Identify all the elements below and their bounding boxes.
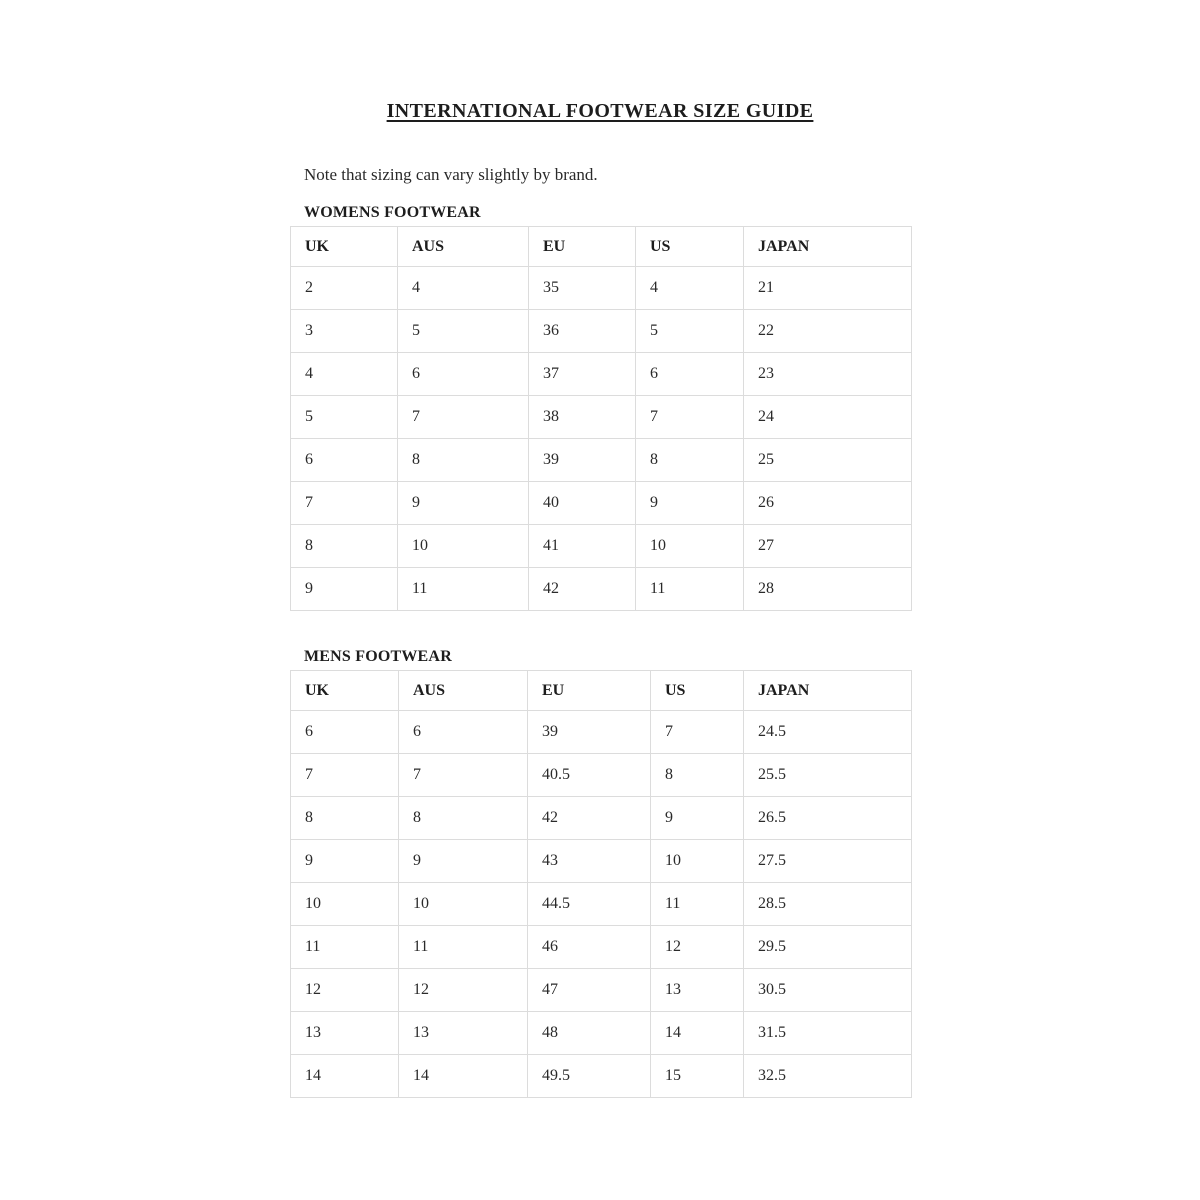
size-cell: 15 (651, 1055, 744, 1098)
size-cell: 5 (398, 310, 529, 353)
table-row (291, 711, 912, 754)
size-cell: 39 (529, 439, 636, 482)
size-cell: 8 (399, 797, 528, 840)
column-header: AUS (398, 227, 529, 267)
size-cell: 4 (291, 353, 398, 396)
size-cell: 6 (291, 711, 399, 754)
size-cell: 9 (398, 482, 529, 525)
size-cell: 24 (744, 396, 912, 439)
size-cell: 24.5 (744, 711, 912, 754)
column-header: US (651, 671, 744, 711)
size-cell: 9 (651, 797, 744, 840)
size-cell: 12 (291, 969, 399, 1012)
sizing-note: Note that sizing can vary slightly by brand. (304, 165, 598, 184)
size-cell: 47 (528, 969, 651, 1012)
size-cell: 5 (291, 396, 398, 439)
mens-size-table (290, 670, 912, 1098)
size-cell: 7 (651, 711, 744, 754)
column-header: AUS (399, 671, 528, 711)
size-cell: 42 (528, 797, 651, 840)
size-cell: 43 (528, 840, 651, 883)
size-cell: 26.5 (744, 797, 912, 840)
size-cell: 40 (529, 482, 636, 525)
size-cell: 8 (291, 525, 398, 568)
size-cell: 13 (399, 1012, 528, 1055)
size-cell: 46 (528, 926, 651, 969)
size-cell: 28.5 (744, 883, 912, 926)
size-cell: 27.5 (744, 840, 912, 883)
size-cell: 10 (291, 883, 399, 926)
size-cell: 10 (651, 840, 744, 883)
size-cell: 39 (528, 711, 651, 754)
size-cell: 31.5 (744, 1012, 912, 1055)
size-cell: 7 (398, 396, 529, 439)
size-cell: 6 (636, 353, 744, 396)
size-cell: 29.5 (744, 926, 912, 969)
size-cell: 6 (399, 711, 528, 754)
table-row (291, 797, 912, 840)
table-row (291, 840, 912, 883)
size-cell: 37 (529, 353, 636, 396)
size-cell: 35 (529, 267, 636, 310)
table-row (291, 883, 912, 926)
size-cell: 7 (291, 482, 398, 525)
size-cell: 27 (744, 525, 912, 568)
column-header: JAPAN (744, 671, 912, 711)
size-cell: 12 (651, 926, 744, 969)
table-row (291, 754, 912, 797)
size-cell: 36 (529, 310, 636, 353)
size-cell: 5 (636, 310, 744, 353)
size-cell: 8 (636, 439, 744, 482)
size-cell: 9 (399, 840, 528, 883)
size-cell: 10 (398, 525, 529, 568)
size-cell: 22 (744, 310, 912, 353)
size-cell: 9 (636, 482, 744, 525)
table-row (291, 568, 912, 611)
size-cell: 4 (636, 267, 744, 310)
size-cell: 28 (744, 568, 912, 611)
table-row (291, 926, 912, 969)
table-row (291, 267, 912, 310)
size-cell: 11 (291, 926, 399, 969)
mens-heading: MENS FOOTWEAR (304, 648, 452, 665)
table-row (291, 525, 912, 568)
size-cell: 38 (529, 396, 636, 439)
size-cell: 26 (744, 482, 912, 525)
table-row (291, 1012, 912, 1055)
size-cell: 11 (399, 926, 528, 969)
size-cell: 21 (744, 267, 912, 310)
size-cell: 14 (651, 1012, 744, 1055)
column-header: UK (291, 671, 399, 711)
table-row (291, 482, 912, 525)
column-header: US (636, 227, 744, 267)
womens-heading: WOMENS FOOTWEAR (304, 204, 481, 221)
size-cell: 32.5 (744, 1055, 912, 1098)
column-header: JAPAN (744, 227, 912, 267)
column-header: EU (528, 671, 651, 711)
size-cell: 3 (291, 310, 398, 353)
column-header: EU (529, 227, 636, 267)
size-cell: 2 (291, 267, 398, 310)
size-cell: 14 (291, 1055, 399, 1098)
size-cell: 7 (291, 754, 399, 797)
size-cell: 8 (291, 797, 399, 840)
size-cell: 13 (651, 969, 744, 1012)
header-row (291, 671, 912, 711)
size-cell: 25.5 (744, 754, 912, 797)
size-cell: 11 (398, 568, 529, 611)
size-cell: 11 (636, 568, 744, 611)
size-cell: 10 (399, 883, 528, 926)
size-cell: 8 (398, 439, 529, 482)
size-cell: 10 (636, 525, 744, 568)
size-cell: 8 (651, 754, 744, 797)
table-row (291, 310, 912, 353)
size-cell: 25 (744, 439, 912, 482)
table-row (291, 439, 912, 482)
size-cell: 13 (291, 1012, 399, 1055)
size-cell: 4 (398, 267, 529, 310)
size-cell: 7 (636, 396, 744, 439)
size-cell: 23 (744, 353, 912, 396)
column-header: UK (291, 227, 398, 267)
page-title: INTERNATIONAL FOOTWEAR SIZE GUIDE (386, 100, 814, 122)
size-cell: 41 (529, 525, 636, 568)
size-cell: 14 (399, 1055, 528, 1098)
size-cell: 9 (291, 840, 399, 883)
table-row (291, 969, 912, 1012)
table-row (291, 353, 912, 396)
size-cell: 48 (528, 1012, 651, 1055)
size-cell: 6 (291, 439, 398, 482)
size-cell: 40.5 (528, 754, 651, 797)
size-cell: 6 (398, 353, 529, 396)
size-cell: 12 (399, 969, 528, 1012)
size-cell: 30.5 (744, 969, 912, 1012)
size-cell: 9 (291, 568, 398, 611)
table-row (291, 396, 912, 439)
size-cell: 7 (399, 754, 528, 797)
size-cell: 44.5 (528, 883, 651, 926)
size-cell: 49.5 (528, 1055, 651, 1098)
size-cell: 11 (651, 883, 744, 926)
size-cell: 42 (529, 568, 636, 611)
header-row (291, 227, 912, 267)
womens-size-table (290, 226, 912, 611)
table-row (291, 1055, 912, 1098)
